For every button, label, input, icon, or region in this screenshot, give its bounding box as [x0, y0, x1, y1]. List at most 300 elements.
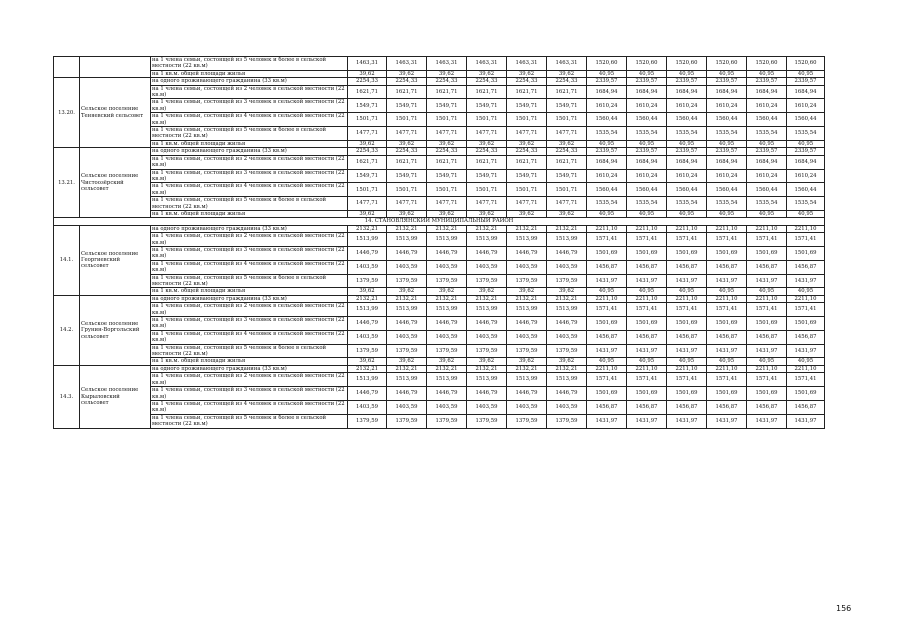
value-cell: 2254,33 [507, 78, 547, 85]
row-description: на 1 члена семьи, состоящей из 5 человек и более в сельской местности (22 кв.м) [151, 414, 348, 428]
value-cell: 2211,10 [787, 365, 825, 372]
table-row [54, 303, 825, 317]
value-cell: 1463,31 [348, 57, 387, 71]
value-cell: 2211,10 [587, 225, 627, 232]
value-cell: 1501,71 [467, 113, 507, 127]
value-cell: 40,95 [707, 210, 747, 217]
value-cell: 1610,24 [587, 99, 627, 113]
value-cell: 2254,33 [427, 148, 467, 155]
value-cell: 1403,59 [427, 330, 467, 344]
value-cell: 40,95 [787, 140, 825, 147]
value-cell: 1535,54 [587, 197, 627, 211]
row-description: на 1 члена семьи, состоящей из 5 человек и более в сельской местности (22 кв.м) [151, 274, 348, 288]
value-cell: 39,62 [467, 288, 507, 295]
table-row [54, 373, 825, 387]
value-cell: 1379,59 [547, 344, 587, 358]
value-cell: 1456,87 [627, 330, 667, 344]
table-row [54, 288, 825, 295]
value-cell: 1446,79 [547, 317, 587, 331]
value-cell: 39,62 [467, 140, 507, 147]
value-cell: 1571,41 [787, 373, 825, 387]
value-cell: 1403,59 [507, 330, 547, 344]
table-row [54, 140, 825, 147]
value-cell: 1477,71 [427, 127, 467, 141]
value-cell: 1560,44 [787, 113, 825, 127]
value-cell: 1560,44 [627, 183, 667, 197]
value-cell: 2211,10 [787, 295, 825, 302]
value-cell: 2211,10 [627, 225, 667, 232]
value-cell: 2211,10 [707, 295, 747, 302]
value-cell: 2254,33 [387, 148, 427, 155]
settlement-code: 14.3. [54, 365, 80, 428]
value-cell: 2132,21 [387, 365, 427, 372]
value-cell: 2211,10 [787, 225, 825, 232]
value-cell: 1379,59 [507, 414, 547, 428]
value-cell: 1501,71 [547, 183, 587, 197]
value-cell: 1403,59 [467, 400, 507, 414]
value-cell: 2211,10 [627, 365, 667, 372]
table-row [54, 330, 825, 344]
value-cell: 1456,87 [627, 260, 667, 274]
value-cell: 1379,59 [387, 274, 427, 288]
value-cell: 1621,71 [467, 155, 507, 169]
row-description: на 1 члена семьи, состоящей из 5 человек и более в сельской местности (22 кв.м) [151, 57, 348, 71]
value-cell: 1560,44 [707, 183, 747, 197]
row-description: на 1 члена семьи, состоящей из 5 человек и более в сельской местности (22 кв.м) [151, 344, 348, 358]
value-cell: 2211,10 [587, 365, 627, 372]
value-cell: 1535,54 [787, 127, 825, 141]
value-cell: 1403,59 [387, 330, 427, 344]
value-cell: 2254,33 [427, 78, 467, 85]
value-cell: 1379,59 [427, 344, 467, 358]
value-cell: 1501,69 [787, 317, 825, 331]
settlement-code: 13.20. [54, 78, 80, 148]
value-cell: 1477,71 [348, 197, 387, 211]
value-cell: 1463,31 [467, 57, 507, 71]
value-cell: 1571,41 [667, 233, 707, 247]
table-row [54, 365, 825, 372]
value-cell: 1501,71 [427, 183, 467, 197]
value-cell: 1477,71 [467, 127, 507, 141]
value-cell: 1379,59 [547, 274, 587, 288]
value-cell: 1520,60 [707, 57, 747, 71]
value-cell: 1403,59 [467, 260, 507, 274]
table-row [54, 155, 825, 169]
value-cell: 1379,59 [348, 274, 387, 288]
value-cell: 1463,31 [427, 57, 467, 71]
value-cell: 2132,21 [467, 365, 507, 372]
value-cell: 40,95 [627, 288, 667, 295]
value-cell: 39,62 [547, 288, 587, 295]
row-description: на 1 члена семьи, состоящей из 2 человек в сельской местности (22 кв.м) [151, 233, 348, 247]
value-cell: 39,62 [507, 288, 547, 295]
value-cell: 1446,79 [348, 317, 387, 331]
value-cell: 40,95 [707, 140, 747, 147]
value-cell: 39,62 [507, 70, 547, 77]
value-cell: 1431,97 [587, 274, 627, 288]
value-cell: 1501,69 [707, 317, 747, 331]
value-cell: 2211,10 [747, 365, 787, 372]
value-cell: 39,62 [427, 358, 467, 365]
value-cell: 1549,71 [348, 169, 387, 183]
value-cell: 1501,69 [747, 246, 787, 260]
value-cell: 1610,24 [667, 99, 707, 113]
value-cell: 2254,33 [547, 78, 587, 85]
value-cell: 2132,21 [348, 225, 387, 232]
value-cell: 1477,71 [507, 197, 547, 211]
value-cell: 40,95 [627, 210, 667, 217]
value-cell: 1501,71 [507, 113, 547, 127]
page-number: 156 [836, 604, 852, 613]
value-cell: 1501,71 [467, 183, 507, 197]
value-cell: 1560,44 [587, 183, 627, 197]
value-cell: 1379,59 [387, 414, 427, 428]
value-cell: 1571,41 [707, 373, 747, 387]
value-cell: 1379,59 [348, 414, 387, 428]
value-cell: 1513,99 [387, 303, 427, 317]
value-cell: 40,95 [787, 210, 825, 217]
value-cell: 1431,97 [707, 344, 747, 358]
value-cell: 39,62 [547, 358, 587, 365]
value-cell: 39,62 [507, 210, 547, 217]
value-cell: 1477,71 [387, 127, 427, 141]
value-cell: 1621,71 [547, 155, 587, 169]
value-cell: 40,95 [787, 288, 825, 295]
value-cell: 1403,59 [387, 260, 427, 274]
row-description: на одного проживающего гражданина (33 кв.м) [151, 148, 348, 155]
value-cell: 1403,59 [348, 400, 387, 414]
value-cell: 40,95 [627, 70, 667, 77]
row-description: на одного проживающего гражданина (33 кв.м) [151, 225, 348, 232]
value-cell: 1431,97 [787, 274, 825, 288]
value-cell: 40,95 [707, 70, 747, 77]
value-cell: 2211,10 [707, 365, 747, 372]
value-cell: 1379,59 [427, 414, 467, 428]
value-cell: 2211,10 [747, 295, 787, 302]
value-cell: 2132,21 [387, 295, 427, 302]
value-cell: 1610,24 [707, 169, 747, 183]
settlement-name: Сельское поселение Чистоозёрский сельсовет [80, 148, 151, 218]
value-cell: 1513,99 [507, 233, 547, 247]
table-row [54, 233, 825, 247]
row-description: на 1 кв.м. общей площади жилья [151, 70, 348, 77]
table-row [54, 85, 825, 99]
value-cell: 1456,87 [667, 400, 707, 414]
value-cell: 1621,71 [387, 155, 427, 169]
value-cell: 1431,97 [787, 344, 825, 358]
value-cell: 1684,94 [787, 155, 825, 169]
value-cell: 2211,10 [667, 295, 707, 302]
value-cell: 1501,69 [587, 387, 627, 401]
value-cell: 1571,41 [627, 373, 667, 387]
row-description: на 1 члена семьи, состоящей из 4 человек в сельской местности (22 кв.м) [151, 400, 348, 414]
value-cell: 1549,71 [547, 169, 587, 183]
value-cell: 2254,33 [467, 78, 507, 85]
row-description: на 1 члена семьи, состоящей из 3 человек в сельской местности (22 кв.м) [151, 317, 348, 331]
value-cell: 1535,54 [627, 127, 667, 141]
value-cell: 2211,10 [627, 295, 667, 302]
value-cell: 1446,79 [387, 387, 427, 401]
value-cell: 2339,57 [747, 148, 787, 155]
value-cell: 1610,24 [787, 169, 825, 183]
value-cell: 1520,60 [587, 57, 627, 71]
value-cell: 40,95 [667, 140, 707, 147]
value-cell: 1403,59 [547, 260, 587, 274]
value-cell: 1379,59 [348, 344, 387, 358]
table-row [54, 400, 825, 414]
value-cell: 1571,41 [707, 303, 747, 317]
value-cell: 1513,99 [387, 233, 427, 247]
value-cell: 1477,71 [467, 197, 507, 211]
value-cell: 1456,87 [587, 260, 627, 274]
table-row [54, 274, 825, 288]
value-cell: 1513,99 [547, 303, 587, 317]
value-cell: 40,95 [667, 210, 707, 217]
value-cell: 1477,71 [348, 127, 387, 141]
value-cell: 1684,94 [747, 85, 787, 99]
value-cell: 1513,99 [467, 303, 507, 317]
row-description: на 1 члена семьи, состоящей из 4 человек в сельской местности (22 кв.м) [151, 113, 348, 127]
value-cell: 1535,54 [787, 197, 825, 211]
value-cell: 1446,79 [507, 387, 547, 401]
value-cell: 1549,71 [387, 99, 427, 113]
value-cell: 1571,41 [747, 373, 787, 387]
tariff-table [53, 56, 825, 429]
settlement-code [54, 57, 80, 78]
value-cell: 39,62 [467, 210, 507, 217]
value-cell: 1446,79 [427, 317, 467, 331]
value-cell: 39,62 [348, 288, 387, 295]
value-cell: 2132,21 [547, 295, 587, 302]
value-cell: 1560,44 [787, 183, 825, 197]
value-cell: 1513,99 [507, 373, 547, 387]
row-description: на 1 кв.м. общей площади жилья [151, 358, 348, 365]
row-description: на 1 члена семьи, состоящей из 3 человек в сельской местности (22 кв.м) [151, 246, 348, 260]
value-cell: 1446,79 [507, 317, 547, 331]
value-cell: 1446,79 [467, 387, 507, 401]
value-cell: 2132,21 [348, 295, 387, 302]
value-cell: 40,95 [747, 288, 787, 295]
row-description: на 1 члена семьи, состоящей из 3 человек в сельской местности (22 кв.м) [151, 387, 348, 401]
value-cell: 1403,59 [547, 330, 587, 344]
value-cell: 1431,97 [787, 414, 825, 428]
value-cell: 1621,71 [387, 85, 427, 99]
value-cell: 1684,94 [707, 85, 747, 99]
value-cell: 1513,99 [507, 303, 547, 317]
value-cell: 1477,71 [387, 197, 427, 211]
value-cell: 1535,54 [747, 127, 787, 141]
table-row [54, 225, 825, 232]
row-description: на 1 члена семьи, состоящей из 4 человек в сельской местности (22 кв.м) [151, 260, 348, 274]
value-cell: 2132,21 [427, 225, 467, 232]
value-cell: 40,95 [587, 70, 627, 77]
value-cell: 39,62 [348, 210, 387, 217]
value-cell: 1549,71 [507, 99, 547, 113]
value-cell: 1549,71 [348, 99, 387, 113]
value-cell: 2254,33 [467, 148, 507, 155]
value-cell: 1513,99 [348, 233, 387, 247]
settlement-code: 14.1. [54, 225, 80, 295]
value-cell: 1571,41 [667, 373, 707, 387]
value-cell: 1446,79 [387, 317, 427, 331]
value-cell: 2132,21 [467, 225, 507, 232]
value-cell: 1513,99 [427, 233, 467, 247]
value-cell: 1379,59 [467, 344, 507, 358]
value-cell: 2132,21 [387, 225, 427, 232]
value-cell: 39,62 [427, 210, 467, 217]
value-cell: 1456,87 [747, 400, 787, 414]
settlement-name: Сельское поселение Георгиевский сельсовет [80, 225, 151, 295]
value-cell: 40,95 [787, 70, 825, 77]
value-cell: 1431,97 [627, 274, 667, 288]
value-cell: 1560,44 [587, 113, 627, 127]
value-cell: 1513,99 [467, 373, 507, 387]
value-cell: 1431,97 [707, 274, 747, 288]
row-description: на 1 члена семьи, состоящей из 2 человек в сельской местности (22 кв.м) [151, 85, 348, 99]
value-cell: 2339,57 [747, 78, 787, 85]
table-row [54, 70, 825, 77]
value-cell: 1513,99 [467, 233, 507, 247]
value-cell: 1560,44 [747, 183, 787, 197]
table-row [54, 295, 825, 302]
region-row [54, 218, 825, 225]
value-cell: 1456,87 [787, 330, 825, 344]
value-cell: 1571,41 [747, 233, 787, 247]
value-cell: 40,95 [707, 358, 747, 365]
value-cell: 1456,87 [667, 260, 707, 274]
table-row [54, 169, 825, 183]
value-cell: 1535,54 [667, 197, 707, 211]
value-cell: 1446,79 [387, 246, 427, 260]
value-cell: 1549,71 [387, 169, 427, 183]
value-cell: 1684,94 [627, 85, 667, 99]
table-row [54, 246, 825, 260]
row-description: на одного проживающего гражданина (33 кв.м) [151, 365, 348, 372]
value-cell: 1560,44 [747, 113, 787, 127]
settlement-name: Сельское поселение Грунин-Воргольский сельсовет [80, 295, 151, 365]
value-cell: 1456,87 [587, 400, 627, 414]
row-description: на 1 члена семьи, состоящей из 3 человек в сельской местности (22 кв.м) [151, 169, 348, 183]
row-description: на 1 члена семьи, состоящей из 2 человек в сельской местности (22 кв.м) [151, 303, 348, 317]
value-cell: 2254,33 [348, 148, 387, 155]
value-cell: 39,62 [348, 358, 387, 365]
value-cell: 1446,79 [507, 246, 547, 260]
value-cell: 1501,69 [707, 246, 747, 260]
value-cell: 1456,87 [707, 400, 747, 414]
table-row [54, 127, 825, 141]
value-cell: 1431,97 [747, 414, 787, 428]
value-cell: 2254,33 [507, 148, 547, 155]
value-cell: 1446,79 [547, 387, 587, 401]
value-cell: 1456,87 [787, 400, 825, 414]
value-cell: 1403,59 [387, 400, 427, 414]
value-cell: 1431,97 [667, 274, 707, 288]
value-cell: 1379,59 [387, 344, 427, 358]
table-row [54, 387, 825, 401]
value-cell: 2339,57 [667, 78, 707, 85]
value-cell: 1684,94 [707, 155, 747, 169]
value-cell: 1621,71 [467, 85, 507, 99]
value-cell: 1684,94 [587, 155, 627, 169]
value-cell: 1431,97 [627, 344, 667, 358]
value-cell: 2339,57 [587, 148, 627, 155]
value-cell: 40,95 [667, 288, 707, 295]
table-row [54, 78, 825, 85]
value-cell: 2132,21 [427, 295, 467, 302]
table-row [54, 99, 825, 113]
value-cell: 1610,24 [667, 169, 707, 183]
value-cell: 1684,94 [667, 155, 707, 169]
value-cell: 1560,44 [707, 113, 747, 127]
value-cell: 1431,97 [667, 414, 707, 428]
value-cell: 39,62 [507, 358, 547, 365]
value-cell: 1513,99 [387, 373, 427, 387]
row-description: на одного проживающего гражданина (33 кв.м) [151, 295, 348, 302]
value-cell: 1446,79 [427, 387, 467, 401]
value-cell: 2339,57 [627, 78, 667, 85]
value-cell: 1513,99 [547, 233, 587, 247]
row-description: на 1 члена семьи, состоящей из 2 человек в сельской местности (22 кв.м) [151, 155, 348, 169]
value-cell: 40,95 [667, 358, 707, 365]
value-cell: 39,62 [467, 358, 507, 365]
value-cell: 1520,60 [667, 57, 707, 71]
settlement-name [80, 57, 151, 78]
value-cell: 1621,71 [507, 155, 547, 169]
value-cell: 2211,10 [707, 225, 747, 232]
value-cell: 1403,59 [427, 400, 467, 414]
value-cell: 1571,41 [667, 303, 707, 317]
value-cell: 1560,44 [667, 113, 707, 127]
table-row [54, 317, 825, 331]
value-cell: 1379,59 [507, 274, 547, 288]
value-cell: 1463,31 [387, 57, 427, 71]
value-cell: 2254,33 [387, 78, 427, 85]
row-description: на одного проживающего гражданина (33 кв.м) [151, 78, 348, 85]
value-cell: 1621,71 [348, 85, 387, 99]
value-cell: 1379,59 [547, 414, 587, 428]
row-description: на 1 кв.м. общей площади жилья [151, 140, 348, 147]
value-cell: 2132,21 [507, 365, 547, 372]
table-row [54, 260, 825, 274]
value-cell: 40,95 [707, 288, 747, 295]
value-cell: 1431,97 [707, 414, 747, 428]
value-cell: 1535,54 [587, 127, 627, 141]
value-cell: 40,95 [667, 70, 707, 77]
value-cell: 2132,21 [507, 225, 547, 232]
value-cell: 40,95 [747, 210, 787, 217]
value-cell: 39,62 [547, 210, 587, 217]
value-cell: 1501,69 [587, 317, 627, 331]
value-cell: 1501,71 [507, 183, 547, 197]
value-cell: 39,62 [547, 70, 587, 77]
value-cell: 40,95 [587, 210, 627, 217]
table-row [54, 358, 825, 365]
table-row [54, 414, 825, 428]
value-cell: 1610,24 [747, 169, 787, 183]
value-cell: 1621,71 [507, 85, 547, 99]
value-cell: 1431,97 [587, 414, 627, 428]
value-cell: 2211,10 [747, 225, 787, 232]
value-cell: 1549,71 [427, 169, 467, 183]
value-cell: 1501,71 [348, 113, 387, 127]
settlement-code: 14.2. [54, 295, 80, 365]
value-cell: 39,62 [387, 210, 427, 217]
value-cell: 40,95 [587, 140, 627, 147]
value-cell: 1456,87 [707, 260, 747, 274]
value-cell: 1446,79 [467, 317, 507, 331]
value-cell: 1621,71 [547, 85, 587, 99]
value-cell: 1501,69 [787, 246, 825, 260]
